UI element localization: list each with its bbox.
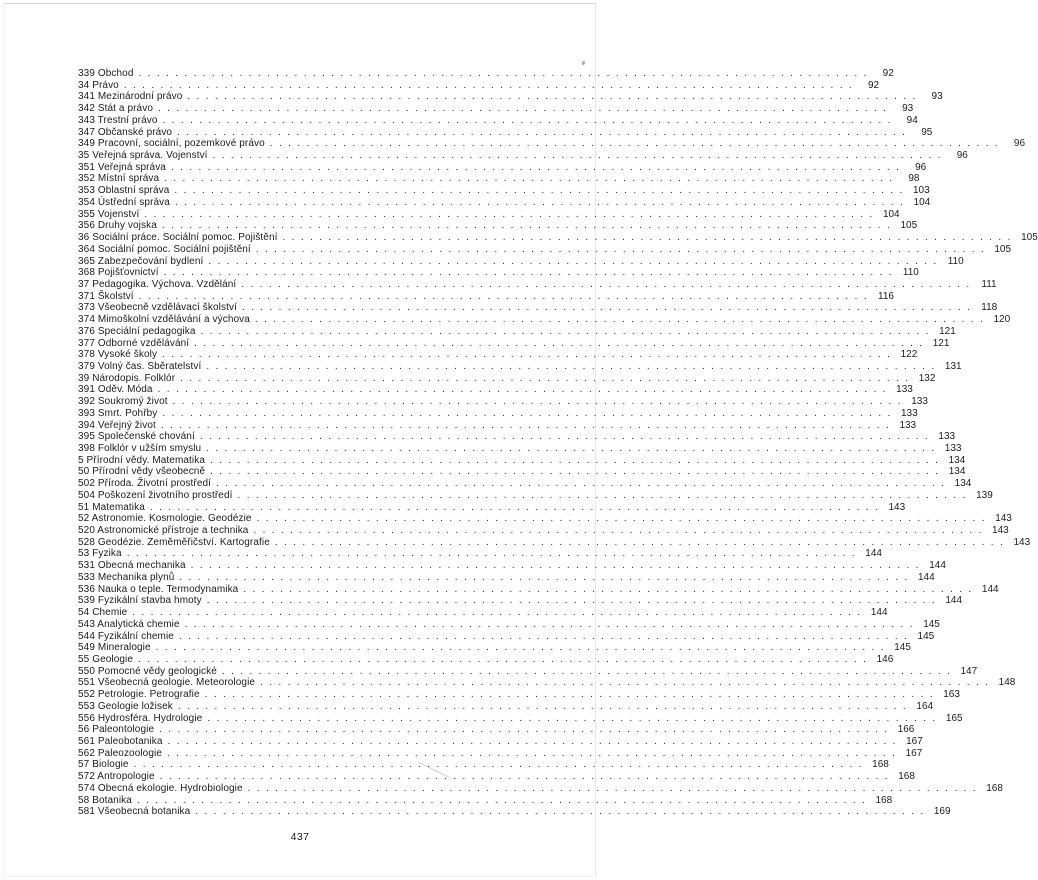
dot-leader: ................................................................................ xyxy=(162,349,897,361)
dot-leader: ................................................................................ xyxy=(174,196,910,208)
toc-entry-page: 144 xyxy=(870,607,888,619)
toc-row xyxy=(78,114,918,127)
toc-entry-label: 39 Národopis. Folklór xyxy=(78,372,176,384)
toc-entry-label: 5 Přírodní vědy. Matematika xyxy=(78,454,206,466)
dot-leader: ................................................................................ xyxy=(167,735,902,747)
toc-row xyxy=(78,196,931,209)
dot-leader: ................................................................................ xyxy=(167,747,902,759)
toc-row xyxy=(78,513,1012,525)
toc-entry-label: 504 Poškození životního prostředí xyxy=(78,489,233,501)
toc-row xyxy=(78,689,960,701)
toc-entry-page: 145 xyxy=(894,642,911,654)
toc-row xyxy=(78,642,911,654)
dot-leader: ................................................................................ xyxy=(163,267,898,279)
toc-row xyxy=(78,665,978,678)
toc-row xyxy=(78,290,894,303)
toc-entry-page: 143 xyxy=(1013,536,1031,548)
toc-entry-label: 561 Paleobotanika xyxy=(78,735,163,747)
toc-entry-label: 354 Ústřední správa xyxy=(78,196,170,208)
toc-row xyxy=(78,91,943,103)
toc-entry-label: 536 Nauka o teple. Termodynamika xyxy=(78,583,239,595)
toc-entry-page: 116 xyxy=(878,290,894,302)
toc-row xyxy=(78,595,963,607)
dot-leader: ................................................................................ xyxy=(255,243,991,255)
dot-leader: ................................................................................ xyxy=(132,607,867,619)
toc-entry-page: 145 xyxy=(917,630,935,642)
toc-row xyxy=(78,349,918,361)
toc-entry-page: 168 xyxy=(986,782,1003,794)
table-of-contents xyxy=(78,68,1038,818)
toc-entry-page: 121 xyxy=(932,337,950,349)
toc-entry-page: 105 xyxy=(900,220,918,232)
toc-entry-label: 377 Odborné vzdělávání xyxy=(78,337,190,349)
dot-leader: ................................................................................ xyxy=(177,700,913,712)
toc-row xyxy=(78,782,1003,795)
toc-entry-label: 342 Stát a právo xyxy=(78,103,153,115)
toc-entry-label: 35 Veřejná správa. Vojenství xyxy=(78,150,208,162)
dot-leader: ................................................................................ xyxy=(187,91,922,103)
toc-entry-label: 343 Trestní právo xyxy=(78,114,158,126)
dot-leader: ................................................................................ xyxy=(260,677,995,689)
toc-entry-label: 374 Mimoškolní vzdělávání a výchova xyxy=(78,314,250,326)
dot-leader: ................................................................................ xyxy=(195,806,930,818)
dot-leader: ................................................................................ xyxy=(256,513,991,525)
toc-entry-label: 379 Volný čas. Sběratelství xyxy=(78,360,202,372)
toc-row xyxy=(78,806,951,818)
toc-entry-label: 502 Příroda. Životní prostředí xyxy=(78,478,212,490)
toc-entry-label: 531 Obecná mechanika xyxy=(78,560,186,572)
toc-entry-label: 55 Geologie xyxy=(78,653,134,665)
toc-entry-label: 51 Matematika xyxy=(78,501,145,513)
toc-entry-label: 551 Všeobecná geologie. Meteorologie xyxy=(78,677,256,689)
toc-entry-page: 164 xyxy=(916,700,934,712)
toc-entry-label: 57 Biologie xyxy=(78,759,129,771)
dot-leader: ................................................................................ xyxy=(184,618,919,630)
toc-entry-page: 144 xyxy=(945,595,963,607)
toc-entry-label: 581 Všeobecná botanika xyxy=(78,806,191,818)
toc-row xyxy=(78,372,936,385)
dot-leader: ................................................................................ xyxy=(206,595,942,607)
toc-entry-page: 168 xyxy=(875,794,893,806)
toc-entry-label: 539 Fyzikální stavba hmoty xyxy=(78,595,202,607)
dot-leader: ................................................................................ xyxy=(138,290,873,302)
toc-entry-label: 58 Botanika xyxy=(78,794,132,806)
toc-row xyxy=(78,548,882,560)
dot-leader: ................................................................................ xyxy=(269,138,1005,150)
toc-row xyxy=(78,431,956,443)
dot-leader: ................................................................................ xyxy=(194,337,929,349)
dot-leader: ................................................................................ xyxy=(204,689,939,701)
dot-leader: ................................................................................ xyxy=(282,232,1017,244)
dot-leader: ................................................................................ xyxy=(138,653,873,665)
toc-row xyxy=(78,560,946,572)
toc-row xyxy=(78,407,918,420)
toc-entry-label: 339 Obchod xyxy=(78,68,134,79)
toc-entry-label: 349 Pracovní, sociální, pozemkové právo xyxy=(78,138,265,150)
dot-leader: ................................................................................ xyxy=(247,782,982,794)
toc-entry-label: 394 Veřejný život xyxy=(78,419,156,431)
toc-row xyxy=(78,443,962,455)
toc-entry-label: 553 Geologie ložisek xyxy=(78,700,173,712)
toc-entry-page: 93 xyxy=(902,103,914,115)
toc-entry-page: 118 xyxy=(981,302,998,314)
toc-row xyxy=(78,220,918,232)
dot-leader: ................................................................................ xyxy=(159,771,894,783)
toc-row xyxy=(78,454,966,467)
toc-entry-page: 93 xyxy=(931,91,943,103)
toc-entry-page: 145 xyxy=(923,618,940,630)
toc-row xyxy=(78,630,935,643)
toc-entry-page: 104 xyxy=(882,208,900,220)
toc-entry-label: 37 Pedagogika. Výchova. Vzdělání xyxy=(78,278,237,290)
toc-entry-page: 133 xyxy=(938,431,956,443)
toc-entry-label: 352 Místní správa xyxy=(78,173,160,185)
dot-leader: ................................................................................ xyxy=(133,759,868,771)
dot-leader: ................................................................................ xyxy=(210,454,945,466)
toc-row xyxy=(78,700,934,713)
dot-leader: ................................................................................ xyxy=(221,665,957,677)
toc-row xyxy=(78,126,933,139)
dot-leader: ................................................................................ xyxy=(161,220,897,232)
toc-entry-label: 341 Mezinárodní právo xyxy=(78,91,183,103)
dot-leader: ................................................................................ xyxy=(206,360,941,372)
scan-artifact xyxy=(581,61,585,66)
toc-row xyxy=(78,571,935,584)
dot-leader: ................................................................................ xyxy=(208,255,943,267)
toc-entry-label: 53 Fyzika xyxy=(78,548,122,560)
toc-entry-page: 110 xyxy=(947,255,964,267)
toc-entry-label: 562 Paleozoologie xyxy=(78,747,162,759)
toc-row xyxy=(78,68,894,80)
toc-entry-page: 105 xyxy=(994,243,1012,255)
toc-entry-page: 144 xyxy=(981,583,999,595)
toc-entry-label: 347 Občanské právo xyxy=(78,126,173,138)
dot-leader: ................................................................................ xyxy=(178,630,914,642)
toc-entry-page: 133 xyxy=(896,384,913,396)
toc-row xyxy=(78,267,919,279)
toc-entry-label: 378 Vysoké školy xyxy=(78,349,158,361)
dot-leader: ................................................................................ xyxy=(136,794,872,806)
toc-row xyxy=(78,536,1031,549)
dot-leader: ................................................................................ xyxy=(164,173,899,185)
toc-row xyxy=(78,677,1016,689)
toc-entry-label: 376 Speciální pedagogika xyxy=(78,325,196,337)
dot-leader: ................................................................................ xyxy=(274,536,1010,548)
toc-entry-label: 351 Veřejná správa xyxy=(78,161,166,173)
dot-leader: ................................................................................ xyxy=(138,68,873,79)
toc-entry-page: 103 xyxy=(912,185,930,197)
dot-leader: ................................................................................ xyxy=(174,185,909,197)
dot-leader: ................................................................................ xyxy=(241,278,976,290)
toc-row xyxy=(78,794,893,807)
toc-entry-page: 167 xyxy=(906,735,923,747)
toc-row xyxy=(78,724,915,736)
dot-leader: ................................................................................ xyxy=(149,501,885,513)
dot-leader: ................................................................................ xyxy=(180,372,915,384)
toc-entry-page: 120 xyxy=(993,314,1011,326)
toc-row xyxy=(78,747,923,760)
toc-entry-label: 54 Chemie xyxy=(78,607,128,619)
toc-entry-page: 122 xyxy=(900,349,918,361)
toc-entry-page: 147 xyxy=(960,665,978,677)
dot-leader: ................................................................................ xyxy=(243,583,978,595)
dot-leader: ................................................................................ xyxy=(162,407,897,419)
toc-entry-page: 96 xyxy=(956,150,968,162)
toc-entry-page: 121 xyxy=(939,325,956,337)
toc-row xyxy=(78,384,913,396)
toc-row xyxy=(78,759,889,771)
toc-entry-label: 34 Právo xyxy=(78,79,119,91)
toc-entry-page: 134 xyxy=(954,478,972,490)
toc-entry-label: 373 Všeobecně vzdělávací školství xyxy=(78,302,237,314)
toc-row xyxy=(78,525,1009,537)
toc-entry-page: 110 xyxy=(902,267,919,279)
toc-entry-page: 133 xyxy=(944,443,962,454)
toc-row xyxy=(78,185,930,197)
toc-row xyxy=(78,337,950,350)
toc-entry-page: 96 xyxy=(1013,138,1026,150)
dot-leader: ................................................................................ xyxy=(157,384,892,396)
toc-entry-page: 111 xyxy=(981,278,997,290)
toc-row xyxy=(78,489,993,502)
toc-row xyxy=(78,360,962,373)
dot-leader: ................................................................................ xyxy=(126,548,861,560)
toc-row xyxy=(78,103,914,115)
toc-entry-page: 133 xyxy=(899,419,917,431)
toc-row xyxy=(78,138,1026,150)
toc-row xyxy=(78,255,964,268)
toc-entry-label: 50 Přírodní vědy všeobecně xyxy=(78,466,206,478)
toc-row xyxy=(78,325,956,338)
toc-entry-label: 549 Mineralogie xyxy=(78,642,151,654)
dot-leader: ................................................................................ xyxy=(144,208,879,220)
toc-entry-page: 134 xyxy=(948,466,966,478)
dot-leader: ................................................................................ xyxy=(170,161,906,173)
toc-entry-label: 56 Paleontologie xyxy=(78,724,155,736)
toc-entry-page: 105 xyxy=(1021,232,1038,244)
toc-entry-page: 94 xyxy=(906,114,918,126)
dot-leader: ................................................................................ xyxy=(207,712,942,724)
toc-row xyxy=(78,583,999,596)
toc-entry-page: 132 xyxy=(918,372,936,384)
dot-leader: ................................................................................ xyxy=(216,478,951,490)
toc-entry-page: 148 xyxy=(998,677,1016,689)
toc-entry-label: 364 Sociální pomoc. Sociální pojištění xyxy=(78,243,251,255)
toc-entry-page: 95 xyxy=(921,126,933,138)
toc-entry-label: 355 Vojenství xyxy=(78,208,140,220)
toc-entry-label: 353 Oblastní správa xyxy=(78,185,170,197)
dot-leader: ................................................................................ xyxy=(199,431,935,443)
toc-entry-label: 36 Sociální práce. Sociální pomoc. Pojištění xyxy=(78,232,278,244)
toc-entry-page: 143 xyxy=(888,501,906,513)
toc-entry-label: 533 Mechanika plynů xyxy=(78,571,175,583)
toc-row xyxy=(78,618,940,631)
toc-row xyxy=(78,173,920,185)
dot-leader: ................................................................................ xyxy=(123,79,859,91)
toc-entry-label: 543 Analytická chemie xyxy=(78,618,180,630)
toc-row xyxy=(78,771,915,783)
toc-row xyxy=(78,79,880,92)
dot-leader: ................................................................................ xyxy=(190,560,925,572)
toc-entry-label: 550 Pomocné vědy geologické xyxy=(78,665,217,677)
toc-entry-label: 398 Folklór v užším smyslu xyxy=(78,443,202,454)
dot-leader: ................................................................................ xyxy=(210,466,945,478)
dot-leader: ................................................................................ xyxy=(206,443,941,454)
toc-entry-label: 574 Obecná ekologie. Hydrobiologie xyxy=(78,782,243,794)
toc-entry-page: 139 xyxy=(976,489,993,501)
toc-entry-page: 133 xyxy=(911,396,928,408)
dot-leader: ................................................................................ xyxy=(253,525,988,537)
toc-entry-label: 368 Pojišťovnictví xyxy=(78,267,159,279)
toc-entry-page: 92 xyxy=(882,68,894,79)
page-number: 437 xyxy=(290,831,310,843)
toc-entry-page: 143 xyxy=(995,513,1012,525)
dot-leader: ................................................................................ xyxy=(157,103,893,115)
toc-entry-page: 96 xyxy=(915,161,927,173)
toc-entry-page: 168 xyxy=(872,759,889,771)
dot-leader: ................................................................................ xyxy=(237,489,972,501)
dot-leader: ................................................................................ xyxy=(179,571,914,583)
toc-entry-page: 144 xyxy=(865,548,882,560)
toc-entry-page: 133 xyxy=(901,407,918,419)
toc-entry-label: 365 Zabezpečování bydlení xyxy=(78,255,204,267)
toc-entry-label: 371 Školství xyxy=(78,290,134,302)
toc-row xyxy=(78,419,917,432)
dot-leader: ................................................................................ xyxy=(254,314,990,326)
toc-entry-page: 143 xyxy=(992,525,1009,537)
dot-leader: ................................................................................ xyxy=(155,642,890,654)
dot-leader: ................................................................................ xyxy=(177,126,912,138)
dot-leader: ................................................................................ xyxy=(172,396,907,408)
toc-entry-label: 356 Druhy vojska xyxy=(78,220,157,232)
toc-row xyxy=(78,501,906,514)
toc-entry-page: 168 xyxy=(898,771,915,783)
toc-entry-page: 166 xyxy=(897,724,915,736)
toc-entry-label: 392 Soukromý život xyxy=(78,396,168,408)
toc-row xyxy=(78,150,968,162)
toc-entry-page: 98 xyxy=(908,173,920,185)
toc-entry-label: 391 Oděv. Móda xyxy=(78,384,153,396)
toc-entry-label: 572 Antropologie xyxy=(78,771,155,783)
toc-entry-page: 131 xyxy=(944,360,962,372)
toc-row xyxy=(78,478,972,490)
toc-row xyxy=(78,735,923,748)
dot-leader: ................................................................................ xyxy=(212,150,947,162)
toc-row xyxy=(78,243,1012,256)
toc-entry-page: 146 xyxy=(876,653,894,665)
toc-row xyxy=(78,607,888,619)
dot-leader: ................................................................................ xyxy=(162,114,897,126)
toc-entry-page: 104 xyxy=(913,196,931,208)
toc-row xyxy=(78,314,1011,326)
toc-row xyxy=(78,653,894,666)
toc-entry-page: 92 xyxy=(867,79,880,91)
toc-entry-label: 395 Společenské chování xyxy=(78,431,195,443)
toc-entry-label: 52 Astronomie. Kosmologie. Geodézie xyxy=(78,513,252,525)
toc-entry-page: 144 xyxy=(929,560,946,572)
toc-entry-label: 393 Smrt. Pohřby xyxy=(78,407,158,419)
dot-leader: ................................................................................ xyxy=(160,419,896,431)
toc-entry-page: 169 xyxy=(933,806,951,818)
toc-entry-page: 165 xyxy=(945,712,963,724)
toc-row xyxy=(78,161,927,174)
toc-row xyxy=(78,232,1038,244)
toc-entry-label: 552 Petrologie. Petrografie xyxy=(78,689,200,701)
toc-row xyxy=(78,302,998,314)
dot-leader: ................................................................................ xyxy=(241,302,977,314)
toc-entry-label: 544 Fyzikální chemie xyxy=(78,630,174,642)
toc-row xyxy=(78,208,900,221)
toc-row xyxy=(78,396,928,408)
toc-row xyxy=(78,278,997,291)
toc-entry-label: 556 Hydrosféra. Hydrologie xyxy=(78,712,203,724)
dot-leader: ................................................................................ xyxy=(200,325,935,337)
toc-entry-label: 528 Geodézie. Zeměměřičství. Kartografie xyxy=(78,536,270,548)
toc-row xyxy=(78,466,966,478)
dot-leader: ................................................................................ xyxy=(159,724,894,736)
toc-row xyxy=(78,712,963,725)
toc-entry-page: 144 xyxy=(918,571,935,583)
toc-entry-page: 134 xyxy=(948,454,966,466)
toc-entry-page: 167 xyxy=(905,747,923,759)
toc-entry-label: 520 Astronomické přístroje a technika xyxy=(78,525,249,537)
toc-entry-page: 163 xyxy=(943,689,960,701)
